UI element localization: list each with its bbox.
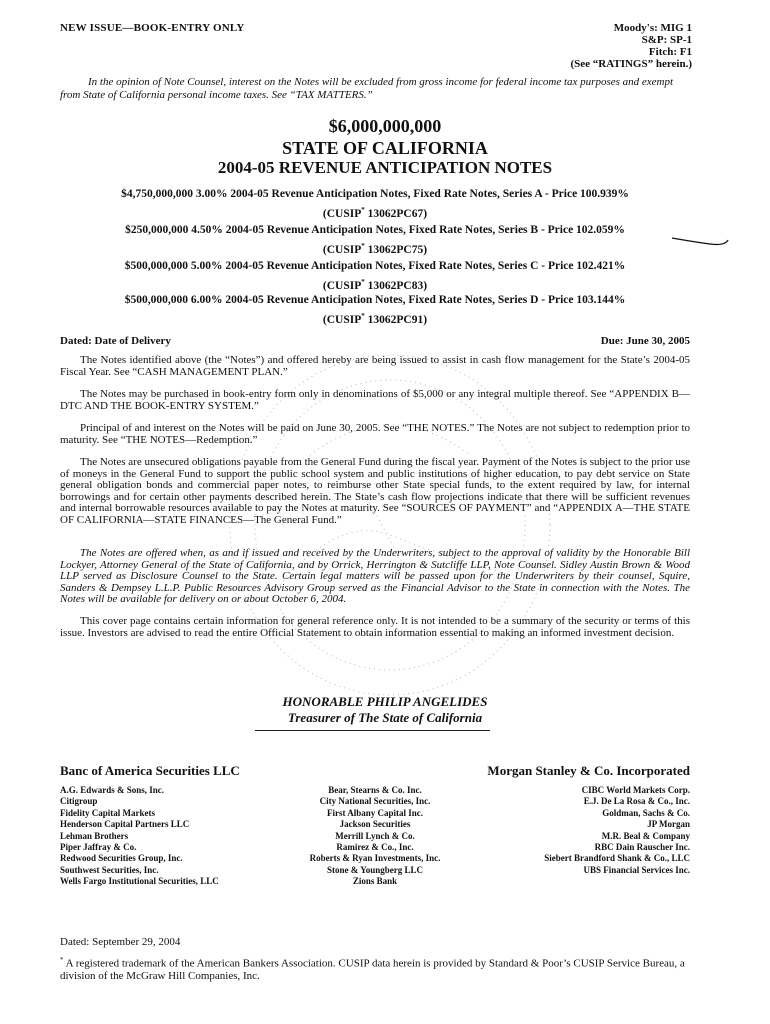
rating-moodys: Moody's: MIG 1 xyxy=(613,22,692,34)
list-item: Stone & Youngberg LLC xyxy=(327,864,423,875)
document-date: Dated: September 29, 2004 xyxy=(60,936,181,948)
series-c xyxy=(60,258,690,294)
cusip-footnote: * A registered trademark of the American Bankers Association. CUSIP data herein is provided by Standard & Poor’s CUSIP Service Bureau, a division of the McGraw Hill Companies, Inc. xyxy=(60,956,685,982)
series-b xyxy=(60,222,690,258)
para-disclaimer: This cover page contains certain information for general reference only. It is not intended to be a summary of the security or terms of this issue. Investors are advised to read the entire Official Statement to obtain information essential to making an informed investment decision. xyxy=(60,615,690,639)
list-item: E.J. De La Rosa & Co., Inc. xyxy=(583,796,690,807)
list-item: Bear, Stearns & Co. Inc. xyxy=(328,785,422,795)
para-offering: The Notes are offered when, as and if issued and received by the Underwriters, subject to the approval of validity by the Honorable Bill Lockyer, Attorney General of the State of California, and by Orrick, Herrington & Sutcliffe LLP, Note Counsel. Sidley Austin Brown & Wood LLP served as Disclosure Counsel to the State. Certain legal matters will be passed upon for the Underwriters by their counsel, Squire, Sanders & Dempsey L.L.P. Public Resources Advisory Group served as the Financial Advisor to the State in connection with the Notes. The Notes will be available for delivery on or about October 6, 2004. xyxy=(60,547,690,606)
tax-opinion: In the opinion of Note Counsel, interest on the Notes will be excluded from gross income for federal income tax purposes and exempt from State of California personal income taxes. See “TAX MATTERS.” xyxy=(60,76,674,101)
list-item: First Albany Capital Inc. xyxy=(326,807,423,818)
list-item: RBC Dain Rauscher Inc. xyxy=(594,842,690,853)
list-item: Zions Bank xyxy=(352,876,398,887)
para-redemption: Principal of and interest on the Notes will be paid on June 30, 2005. See “THE NOTES.” The Notes are not subject to redemption prior to maturity. See “THE NOTES—Redemption.” xyxy=(60,422,690,446)
dated-due-row xyxy=(60,335,690,347)
list-item: Southwest Securities, Inc. xyxy=(60,864,159,875)
list-item: JP Morgan xyxy=(647,819,690,830)
dated-label: Dated: Date of Delivery xyxy=(60,335,171,347)
due-label: Due: June 30, 2005 xyxy=(600,335,690,347)
list-item: Siebert Brandford Shank & Co., LLC xyxy=(544,853,690,864)
list-item: Lehman Brothers xyxy=(60,830,129,841)
margin-mark xyxy=(670,232,730,252)
rating-fitch: Fitch: F1 xyxy=(648,46,692,58)
ratings-reference: (See “RATINGS” herein.) xyxy=(570,58,692,70)
signatory-name: HONORABLE PHILIP ANGELIDES xyxy=(282,694,488,709)
list-item: UBS Financial Services Inc. xyxy=(583,864,690,875)
list-item: Citigroup xyxy=(60,796,98,807)
notes-title: 2004-05 REVENUE ANTICIPATION NOTES xyxy=(217,158,553,177)
cusip-line: (CUSIP* 13062PC75) xyxy=(322,242,428,256)
list-item: M.R. Beal & Company xyxy=(601,830,690,841)
series-d xyxy=(60,292,690,328)
list-item: Redwood Securities Group, Inc. xyxy=(60,853,183,864)
underwriters-col-right xyxy=(544,785,690,876)
issue-type-label: NEW ISSUE—BOOK-ENTRY ONLY xyxy=(60,22,245,34)
list-item: Roberts & Ryan Investments, Inc. xyxy=(309,853,441,864)
cusip-line: (CUSIP* 13062PC83) xyxy=(322,278,428,292)
cusip-line: (CUSIP* 13062PC67) xyxy=(322,206,428,220)
ratings-block xyxy=(570,22,692,70)
cusip-line: (CUSIP* 13062PC91) xyxy=(322,312,428,326)
underwriters-col-left xyxy=(60,785,219,888)
list-item: Goldman, Sachs & Co. xyxy=(602,807,690,818)
list-item: City National Securities, Inc. xyxy=(319,796,431,807)
series-line: $250,000,000 4.50% 2004-05 Revenue Anticipation Notes, Fixed Rate Notes, Series B - Price 102.059% xyxy=(125,224,625,236)
list-item: Fidelity Capital Markets xyxy=(60,807,155,818)
list-item: A.G. Edwards & Sons, Inc. xyxy=(60,785,165,795)
para-security: The Notes are unsecured obligations payable from the General Fund during the fiscal year. Payment of the Notes is subject to the prior use of moneys in the General Fund to support the public school system and public institutions of higher education, to pay debt service on State general obligation bonds and commercial paper notes, to reimburse other State special funds, to the extent required by law, for internal borrowings and for certain other payments described herein. The State’s cash flow projections indicate that there will be sufficient revenues and internal borrowable resources available to pay the Notes at maturity. See “SOURCES OF PAYMENT” and “APPENDIX A—THE STATE OF CALIFORNIA—STATE FINANCES—The General Fund.” xyxy=(60,456,690,526)
series-line: $500,000,000 5.00% 2004-05 Revenue Anticipation Notes, Fixed Rate Notes, Series C - Price 102.421% xyxy=(124,260,626,272)
series-line: $500,000,000 6.00% 2004-05 Revenue Anticipation Notes, Fixed Rate Notes, Series D - Price 103.144% xyxy=(124,294,626,306)
para-book-entry: The Notes may be purchased in book-entry form only in denominations of $5,000 or any integral multiple thereof. See “APPENDIX B—DTC AND THE BOOK-ENTRY SYSTEM.” xyxy=(60,388,690,412)
list-item: Piper Jaffray & Co. xyxy=(60,842,137,853)
rating-sp: S&P: SP-1 xyxy=(641,34,692,46)
list-item: Henderson Capital Partners LLC xyxy=(60,819,190,830)
issuer-name: STATE OF CALIFORNIA xyxy=(282,138,488,158)
series-a xyxy=(60,186,690,222)
list-item: Wells Fargo Institutional Securities, LLC xyxy=(60,876,219,887)
list-item: Ramirez & Co., Inc. xyxy=(336,842,414,853)
underwriters-col-center xyxy=(285,785,465,888)
list-item: Merrill Lynch & Co. xyxy=(335,830,415,841)
lead-underwriter-left: Banc of America Securities LLC xyxy=(60,763,240,778)
para-purpose: The Notes identified above (the “Notes”) and offered hereby are being issued to assist in cash flow management for the State’s 2004-05 Fiscal Year. See “CASH MANAGEMENT PLAN.” xyxy=(60,354,690,378)
signatory-title: Treasurer of The State of California xyxy=(287,710,483,725)
issue-amount: $6,000,000,000 xyxy=(328,116,442,136)
signature-rule xyxy=(255,730,490,731)
lead-underwriter-right: Morgan Stanley & Co. Incorporated xyxy=(487,763,690,778)
series-line: $4,750,000,000 3.00% 2004-05 Revenue Anticipation Notes, Fixed Rate Notes, Series A - Price 100.939% xyxy=(121,188,629,200)
list-item: CIBC World Markets Corp. xyxy=(581,785,690,795)
list-item: Jackson Securities xyxy=(339,819,411,830)
